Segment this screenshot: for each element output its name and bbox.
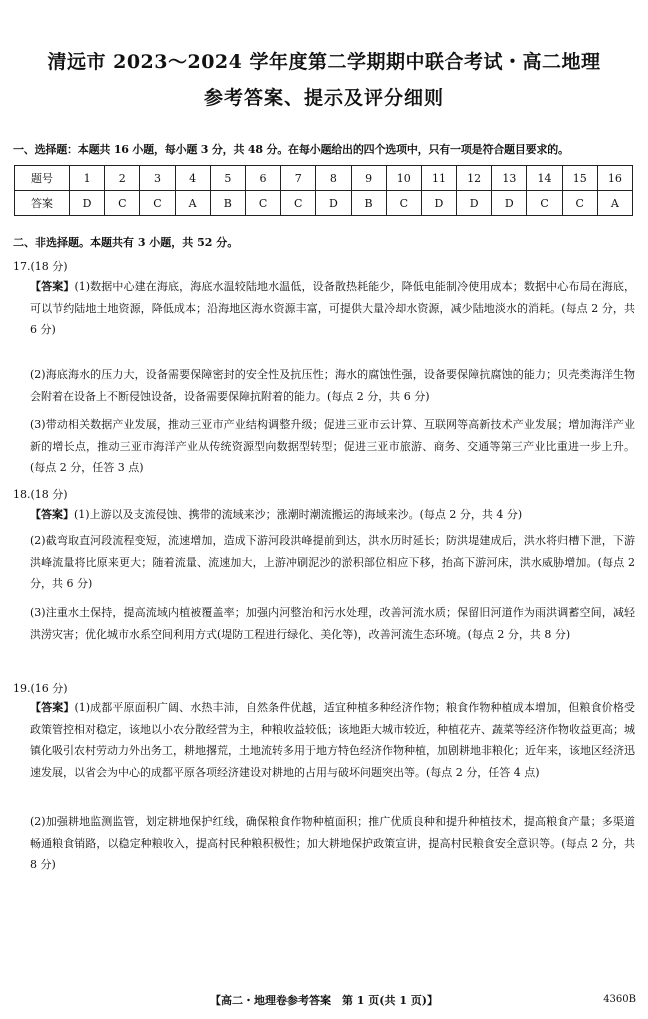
q18-answer-3: (3)注重水土保持，提高流域内植被覆盖率；加强内河整治和污水处理，改善河流水质；保留旧河道作为雨洪调蓄空间，减轻洪涝灾害；优化城市水系空间利用方式(堤防工程进行绿化、美化等)，改善河流生态环境。(每点 2 分，共 8 分) bbox=[30, 606, 635, 641]
question-number: 13 bbox=[492, 166, 527, 191]
question-number: 15 bbox=[562, 166, 597, 191]
row-label-number: 题号 bbox=[15, 166, 70, 191]
q17-answer-3: (3)带动相关数据产业发展，推动三亚市产业结构调整升级；促进三亚市云计算、互联网等高新技术产业发展；增加海洋产业新的增长点，推动三亚市海洋产业从传统资源型向数据型转型；促进三亚市旅游、商务、交通等第三产业比重进一步上升。(每点 2 分，任答 3 点) bbox=[30, 418, 635, 474]
q18-answer-1-text: (1)上游以及支流侵蚀、携带的流域来沙；涨潮时潮流搬运的海域来沙。(每点 2 分，共 4 分) bbox=[74, 508, 523, 521]
answer-cell: B bbox=[210, 191, 245, 216]
section1-heading: 一、选择题：本题共 16 小题，每小题 3 分，共 48 分。在每小题给出的四个选项中，只有一项是符合题目要求的。 bbox=[13, 143, 569, 156]
q19-answer-2: (2)加强耕地监测监管，划定耕地保护红线，确保粮食作物种植面积；推广优质良种和提升种植技术，提高粮食产量；多渠道畅通粮食销路，以稳定种粮收入，提高村民种粮积极性；加大耕地保护政策宣讲，提高村民粮食安全意识等。(每点 2 分，共 8 分) bbox=[30, 815, 635, 871]
answer-cell: D bbox=[70, 191, 105, 216]
question-number-row bbox=[15, 166, 633, 191]
question-number: 11 bbox=[421, 166, 456, 191]
q18-answer-2: (2)截弯取直河段流程变短，流速增加，造成下游河段洪峰提前到达，洪水历时延长；防洪堤建成后，洪水将归槽下泄，下游洪峰流量将比原来更大；随着流量、流速加大，上游冲刷泥沙的淤积部位相应下移，抬高下游河床，洪水威胁增加。(每点 2 分，共 6 分) bbox=[30, 534, 635, 590]
answer-cell: C bbox=[105, 191, 140, 216]
question-number: 16 bbox=[597, 166, 632, 191]
page-subtitle: 参考答案、提示及评分细则 bbox=[203, 87, 444, 109]
q19-label: 19.(16 分) bbox=[13, 682, 68, 695]
question-number: 2 bbox=[105, 166, 140, 191]
question-number: 1 bbox=[70, 166, 105, 191]
question-number: 7 bbox=[281, 166, 316, 191]
answer-cell: A bbox=[597, 191, 632, 216]
q17-label: 17.(18 分) bbox=[13, 260, 68, 273]
answer-cell: C bbox=[527, 191, 562, 216]
answer-tag: 【答案】 bbox=[30, 280, 75, 293]
answer-tag: 【答案】 bbox=[30, 701, 75, 714]
question-number: 14 bbox=[527, 166, 562, 191]
page-footer: 【高二・地理卷参考答案 第 1 页(共 1 页)】 bbox=[209, 994, 439, 1007]
q18-answer-1 bbox=[30, 504, 635, 526]
paper-code: 4360B bbox=[603, 994, 636, 1005]
answer-cell: D bbox=[492, 191, 527, 216]
question-number: 6 bbox=[245, 166, 280, 191]
q17-answer-1 bbox=[30, 276, 635, 341]
page-title: 清远市 2023～2024 学年度第二学期期中联合考试・高二地理 bbox=[47, 51, 601, 73]
q17-answer-1-text: (1)数据中心建在海底，海底水温较陆地水温低，设备散热耗能少，降低电能制冷使用成本；数据中心布局在海底，可以节约陆地土地资源，降低成本；沿海地区海水资源丰富，可提供大量冷却水资源，减少陆地淡水的消耗。(每点 2 分，共 6 分) bbox=[30, 280, 635, 336]
question-number: 12 bbox=[457, 166, 492, 191]
row-label-answer: 答案 bbox=[15, 191, 70, 216]
q19-answer-1 bbox=[30, 697, 635, 783]
question-number: 5 bbox=[210, 166, 245, 191]
answer-cell: C bbox=[245, 191, 280, 216]
answer-tag: 【答案】 bbox=[30, 508, 74, 521]
answer-cell: C bbox=[386, 191, 421, 216]
q19-answer-1-text: (1)成都平原面积广阔、水热丰沛，自然条件优越，适宜种植多种经济作物；粮食作物种植成本增加，但粮食价格受政策管控相对稳定，该地以小农分散经营为主，种粮收益较低；该地距大城市较近，种植花卉、蔬菜等经济作物收益更高；城镇化吸引农村劳动力外出务工，耕地撂荒，土地流转多用于地方特色经济作物种植，加剧耕地非粮化；近年来，该地区经济迅速发展，以省会为中心的成都平原各项经济建设对耕地的占用与破坏问题突出等。(每点 2 分，任答 4 点) bbox=[30, 701, 635, 779]
question-number: 9 bbox=[351, 166, 386, 191]
answer-cell: C bbox=[562, 191, 597, 216]
answer-cell: D bbox=[316, 191, 351, 216]
q18-label: 18.(18 分) bbox=[13, 488, 68, 501]
answer-cell: D bbox=[421, 191, 456, 216]
answer-cell: C bbox=[140, 191, 175, 216]
answer-table bbox=[14, 165, 633, 216]
answer-cell: B bbox=[351, 191, 386, 216]
answer-cell: C bbox=[281, 191, 316, 216]
question-number: 4 bbox=[175, 166, 210, 191]
question-number: 10 bbox=[386, 166, 421, 191]
answer-cell: A bbox=[175, 191, 210, 216]
q17-answer-2: (2)海底海水的压力大，设备需要保障密封的安全性及抗压性；海水的腐蚀性强，设备要保障抗腐蚀的能力；贝壳类海洋生物会附着在设备上不断侵蚀设备，设备需要保障抗附着的能力。(每点 2 分，共 6 分) bbox=[30, 368, 635, 403]
question-number: 8 bbox=[316, 166, 351, 191]
question-number: 3 bbox=[140, 166, 175, 191]
answer-cell: D bbox=[457, 191, 492, 216]
section2-heading: 二、非选择题。本题共有 3 小题，共 52 分。 bbox=[13, 236, 239, 249]
answer-row bbox=[15, 191, 633, 216]
